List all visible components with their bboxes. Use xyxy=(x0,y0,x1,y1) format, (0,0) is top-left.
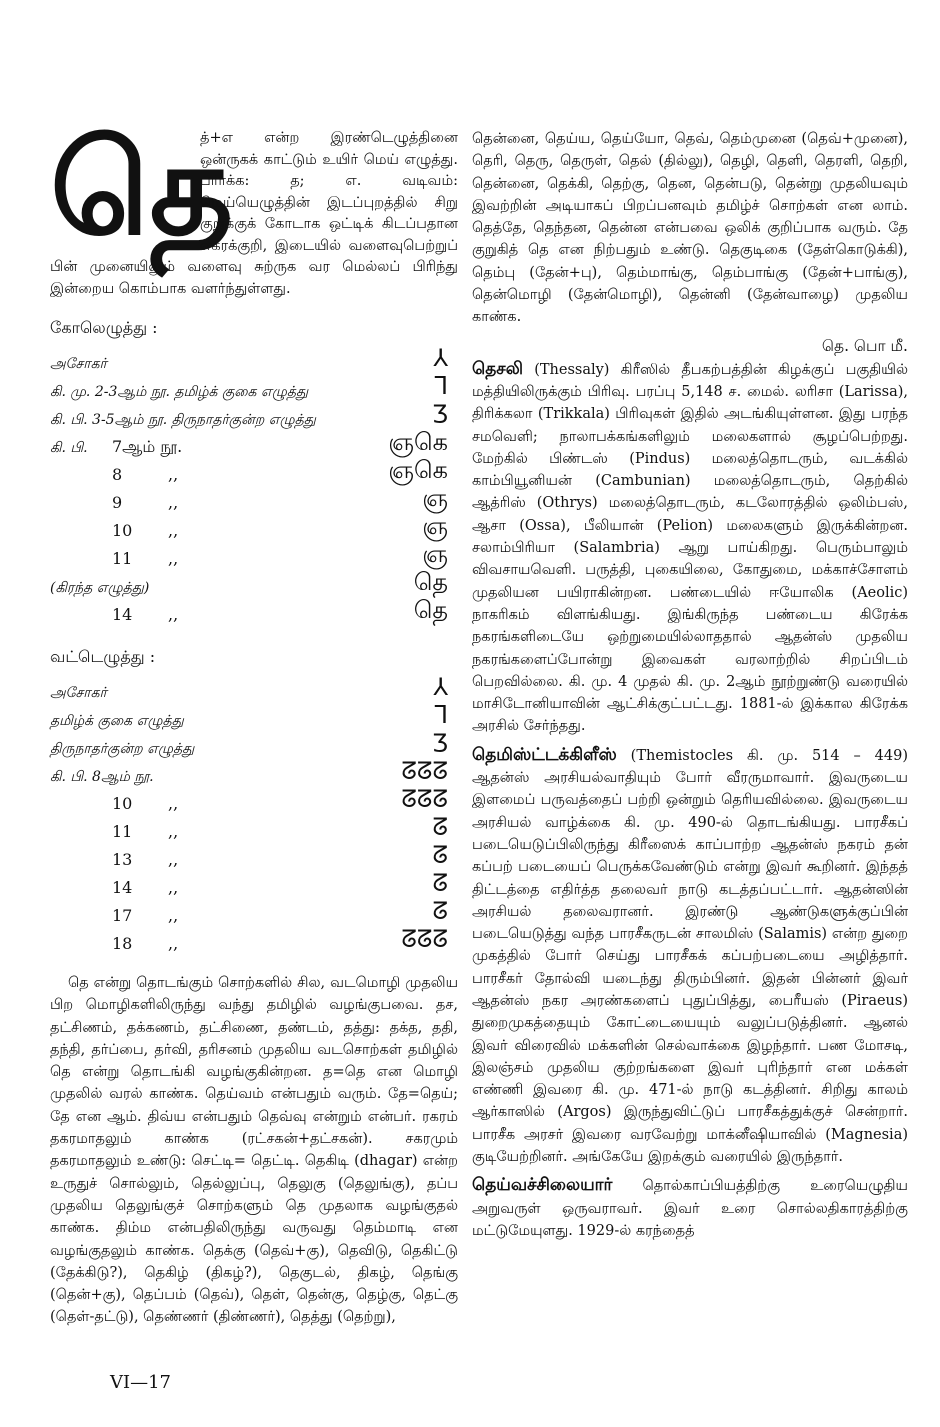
vatt-row xyxy=(50,673,458,706)
kol-glyph: ஞகெ xyxy=(388,456,448,484)
vatt-label: அசோகர் xyxy=(50,685,107,701)
author-signature: தெ. பொ மீ. xyxy=(821,336,908,355)
kol-glyph: தெ xyxy=(413,596,448,624)
kol-number: 9 xyxy=(112,493,123,512)
vatt-glyph: ᘔᘔᘔ xyxy=(401,925,448,953)
vatt-ditto: ,, xyxy=(168,822,179,841)
vatt-number: 10 xyxy=(112,794,133,813)
vatt-number: 14 xyxy=(112,878,133,897)
kol-label: கி. பி. xyxy=(50,440,88,456)
vatt-number: 13 xyxy=(112,850,133,869)
kol-label: (கிரந்த எழுத்து) xyxy=(50,580,150,596)
kol-row xyxy=(50,596,458,629)
kol-number: 14 xyxy=(112,605,133,624)
vatt-ditto: ,, xyxy=(168,878,179,897)
kol-row xyxy=(50,540,458,573)
vatt-row xyxy=(50,925,458,958)
kol-glyph: ஞ xyxy=(422,512,448,540)
kol-glyph: தெ xyxy=(413,568,448,596)
kol-ditto: ,, xyxy=(168,521,179,540)
vatt-glyph: ᘔ xyxy=(432,813,448,841)
vatt-row xyxy=(50,869,458,902)
vatt-glyph: ᘔ xyxy=(432,841,448,869)
vatt-row xyxy=(50,785,458,818)
kol-script-table xyxy=(50,344,458,629)
kol-ditto: ,, xyxy=(168,549,179,568)
encyclopedia-entry xyxy=(472,744,908,1169)
vatt-row xyxy=(50,701,458,734)
vatt-glyph: Ʒ xyxy=(432,729,448,757)
vatt-glyph: ᘔ xyxy=(432,897,448,925)
vatt-ditto: ,, xyxy=(168,906,179,925)
vatt-glyph: ᘔᘔᘔ xyxy=(401,757,448,785)
vatt-row xyxy=(50,757,458,790)
intro-paragraph: த்+எ என்ற இரண்டெழுத்தினை ஒன்ருகக் காட்டும் உயிர் மெய் எழுத்து. பார்க்க: த; எ. வடிவம்: மெய்யெழுத்தின் இடப்புறத்தில் சிறு குறுக்குக் கோடாக ஒட்டிக் கிடப்பதான எகரக்குறி, இடையில் வளைவுபெற்றுப் பின் முனையிலும் வளைவு சுற்ருக வர மெல்லப் பிரிந்து இன்றைய கொம்பாக வளர்ந்துள்ளது. xyxy=(50,130,458,297)
kol-number: 7ஆம் நூ. xyxy=(112,437,183,456)
kol-glyph: ஞகெ xyxy=(388,428,448,456)
kol-number: 11 xyxy=(112,549,133,568)
entry-headword: தெமிஸ்ட்டக்கிளீஸ் xyxy=(472,744,617,765)
entry-text: தொல்காப்பியத்திற்கு உரையெழுதிய அறுவருள் ஒருவராவர். இவர் உரை சொல்லதிகாரத்திற்கு மட்டுமேயுளது. 1929-ல் கரந்தைத் xyxy=(472,1178,908,1239)
vatt-number: 18 xyxy=(112,934,133,953)
kol-number: 8 xyxy=(112,465,123,484)
vatt-ditto: ,, xyxy=(168,850,179,869)
continued-paragraph: தென்னை, தெய்ய, தெய்யோ, தெவ், தெம்முனை (தெவ்+முனை), தெரி, தெரு, தெருள், தெல் (தில்லு), தெழி, தெளி, தெரளி, தெறி, தென்னை, தெக்கி, தெற்கு, தென, தென்படு, தென்று முதலியவும் இவற்றின் அடியாகப் பிறப்பனவும் தமிழ்ச் சொற்கள் என லாம். தெத்தே, தெந்தன, தென்ன என்பவை ஒலிக் குறிப்பாக வரும். தே குறுகித் தெ என நிற்பதும் உண்டு. தெகுடிகை (தேள்கொடுக்கி), தெம்பு (தேன்+பு), தெம்மாங்கு, தெம்பாங்கு (தேன்+பாங்கு), தென்மொழி (தேன்மொழி), தென்னி (தேன்வாழை) முதலிய காண்க. xyxy=(472,131,908,326)
entry-text: (Thessaly) கிரீஸில் தீபகற்பத்தின் கிழக்குப் பகுதியில் மத்தியிலிருக்கும் பிரிவு. பரப்பு 5,148 ச. மைல். லரிசா (Larissa), திரிக்கலா (Trikkala) பிரிவுகள் இதில் அடங்கியுள்ளன. இது பரந்த சமவெளி; நாலாபக்கங்களிலும் மலைகளால் சூழப்பெற்றது. மேற்கில் பிண்டஸ் (Pindus) மலைத்தொடரும், வடக்கில் காம்பியூனியன் (Cambunian) மலைத்தொடரும், தெற்கில் ஆத்ரிஸ் (Othrys) மலைத்தொடரும், கடலோரத்தில் ஒலிம்பஸ், ஆசா (Ossa), பீலியான் (Pelion) மலைகளும் இருக்கின்றன. சலாம்பிரியா (Salambria) ஆறு பாய்கிறது. பெரும்பாலும் விவசாயவெளி. பருத்தி, புகையிலை, கோதுமை, மக்காச்சோளம் முதலியன பயிராகின்றன. பண்டையில் ஈயோலிக (Aeolic) நாகரிகம் விளங்கியது. இங்கிருந்த பண்டைய கிரேக்க நகரங்களிடையே ஒற்றுமையில்லாததால் ஆதன்ஸ் முதலிய நகரங்களைப்போன்று இவைகள் வரலாற்றில் சிறப்பிடம் பெறவில்லை. கி. மு. 4 முதல் கி. மு. 2ஆம் நூற்றுண்டு வரையில் மாசிடோனியாவின் ஆட்சிக்குட்பட்டது. 1881-ல் இக்கால கிரேக்க அரசில் சேர்ந்தது. xyxy=(472,361,908,735)
vatt-glyph: ᘔ xyxy=(432,869,448,897)
vatt-row xyxy=(50,729,458,762)
vatt-row xyxy=(50,813,458,846)
drop-cap-letter: தெ xyxy=(50,115,229,264)
kol-glyph: ஞ xyxy=(422,540,448,568)
vatt-heading: வட்டெழுத்து : xyxy=(50,647,156,666)
left-column xyxy=(50,115,458,1329)
kol-ditto: ,, xyxy=(168,465,179,484)
vatt-row xyxy=(50,897,458,930)
entries-list xyxy=(472,358,908,1243)
kol-glyph: ᒣ xyxy=(433,372,448,400)
kol-row xyxy=(50,344,458,377)
vatt-row xyxy=(50,841,458,874)
vatt-label: திருநாதர்குன்ற எழுத்து xyxy=(50,741,195,757)
kol-row xyxy=(50,456,458,489)
entry-headword: தெய்வச்சிலையார் xyxy=(472,1175,613,1196)
kol-row xyxy=(50,372,458,405)
entry-text: (Themistocles கி. மு. 514 – 449) ஆதன்ஸ் அரசியல்வாதியும் போர் வீரருமாவார். இவருடைய இளமைப் பருவத்தைப் பற்றி ஒன்றும் தெரியவில்லை. இவருடைய அரசியல் வாழ்க்கை கி. மு. 490-ல் தொடங்கியது. பாரசீகப் படையெடுப்பிலிருந்து கிரீஸைக் காப்பாற்ற ஆதன்ஸ் நகரம் தன் கப்பற் படையைப் பெருக்கவேண்டும் என்று இவர் கூறினர். இந்தத் திட்டத்தை எதிர்த்த தலைவர் நாடு கடத்தப்பட்டார். ஆதன்ஸின் அரசியல் தலைவரானர். இரண்டு ஆண்டுகளுக்குப்பின் படையெடுத்து வந்த பாரசீகருடன் சாலமிஸ் (Salamis) என்ற துறை முகத்தில் போர் செய்து பாரசீகக் கப்பற்படையை அழித்தார். பாரசீகர் தோல்வி யடைந்து திரும்பினர். இதன் பின்னர் இவர் ஆதன்ஸ் நகர அரண்களைப் புதுப்பித்து, பைரீயஸ் (Piraeus) துறைமுகத்தையும் கோட்டையையும் வலுப்படுத்தினர். ஆனல் இவர் விரைவில் மக்களின் செல்வாக்கை இழந்தார். பண மோசடி, இலஞ்சம் முதலிய குற்றங்களை இவர் புரிந்தார் என மக்கள் எண்ணி இவரை கி. மு. 471-ல் நாடு கடத்தினர். சிறிது காலம் ஆர்காஸில் (Argos) இருந்துவிட்டுப் பாரசீகத்துக்குச் சென்றார். பாரசீக அரசர் இவரை வரவேற்று மாக்னீஷியாவில் (Magnesia) குடியேற்றினர். அங்கேயே இறக்கும் வரையில் இருந்தார். xyxy=(472,747,908,1166)
kol-glyph: ⅄ xyxy=(433,344,448,372)
vatt-script-table xyxy=(50,673,458,958)
vatt-ditto: ,, xyxy=(168,934,179,953)
right-column xyxy=(472,128,908,1248)
entry-headword: தெசலி xyxy=(472,358,524,379)
kol-glyph: Ʒ xyxy=(432,400,448,428)
vatt-glyph: ᘔᘔᘔ xyxy=(401,785,448,813)
left-body-paragraph: தெ என்று தொடங்கும் சொற்களில் சில, வடமொழி முதலிய பிற மொழிகளிலிருந்து வந்து தமிழில் வழங்குபவை. தச, தட்சிணம், தக்கணம், தட்சிணை, தண்டம், தத்து: தக்த, ததி, தந்தி, தர்ப்பை, தர்வி, தரிசனம் முதலிய வடசொற்கள் தமிழில் தெ என்று தொடங்கி வழங்குகின்றன. த=தெ என மொழி முதலில் வரல் காண்க. தெய்வம் என்பதும் வரும். தே=தெய்; தே என ஆம். திவ்ய என்பதும் தெவ்வு என்றும் என்பர். ரகரம் தகரமாதலும் காண்க (ரட்சகன்+தட்சகன்). சகரமும் தகரமாதலும் உண்டு: செட்டி= தெட்டி. தெகிடி (dhagar) என்ற உருதுச் சொல்லும், தெல்லுப்பு, தெலுகு (தெலுங்கு), தப்ப முதலிய தெலுங்குச் சொற்களும் தெ முதலாக வழங்குதல் காண்க. திம்ம என்பதிலிருந்து வருவது தெம்மாடி என வழங்குதலும் காண்க. தெக்கு (தெவ்+கு), தெவிடு, தெகிட்டு (தேக்கிடு?), தெகிழ் (திகழ்?), தெகுடல், திகழ், தெங்கு (தென்+கு), தெப்பம் (தெவ்), தெள், தென்கு, தெழ்கு, தெட்கு (தெள்-தட்டு), தெண்ணர் (திண்ணர்), தெத்து (தெற்று), xyxy=(50,975,458,1326)
kol-glyph: ஞ xyxy=(422,484,448,512)
vatt-ditto: ,, xyxy=(168,794,179,813)
vatt-label: கி. பி. 8ஆம் நூ. xyxy=(50,769,154,785)
kol-heading: கோலெழுத்து : xyxy=(50,318,158,337)
vatt-number: 17 xyxy=(112,906,133,925)
encyclopedia-entry xyxy=(472,358,908,738)
page-folio: VI—17 xyxy=(110,1372,172,1393)
encyclopedia-entry xyxy=(472,1174,908,1242)
kol-ditto: ,, xyxy=(168,493,179,512)
vatt-label: தமிழ்க் குகை எழுத்து xyxy=(50,713,184,729)
kol-number: 10 xyxy=(112,521,133,540)
kol-ditto: ,, xyxy=(168,605,179,624)
kol-label: அசோகர் xyxy=(50,356,107,372)
kol-label: கி. மு. 2-3ஆம் நூ. தமிழ்க் குகை எழுத்து xyxy=(50,384,309,400)
vatt-glyph: ⅄ xyxy=(433,673,448,701)
kol-label: கி. பி. 3-5ஆம் நூ. திருநாதர்குன்ற எழுத்து xyxy=(50,412,316,428)
vatt-number: 11 xyxy=(112,822,133,841)
vatt-glyph: ᒣ xyxy=(433,701,448,729)
kol-row xyxy=(50,568,458,601)
kol-row xyxy=(50,484,458,517)
kol-row xyxy=(50,512,458,545)
